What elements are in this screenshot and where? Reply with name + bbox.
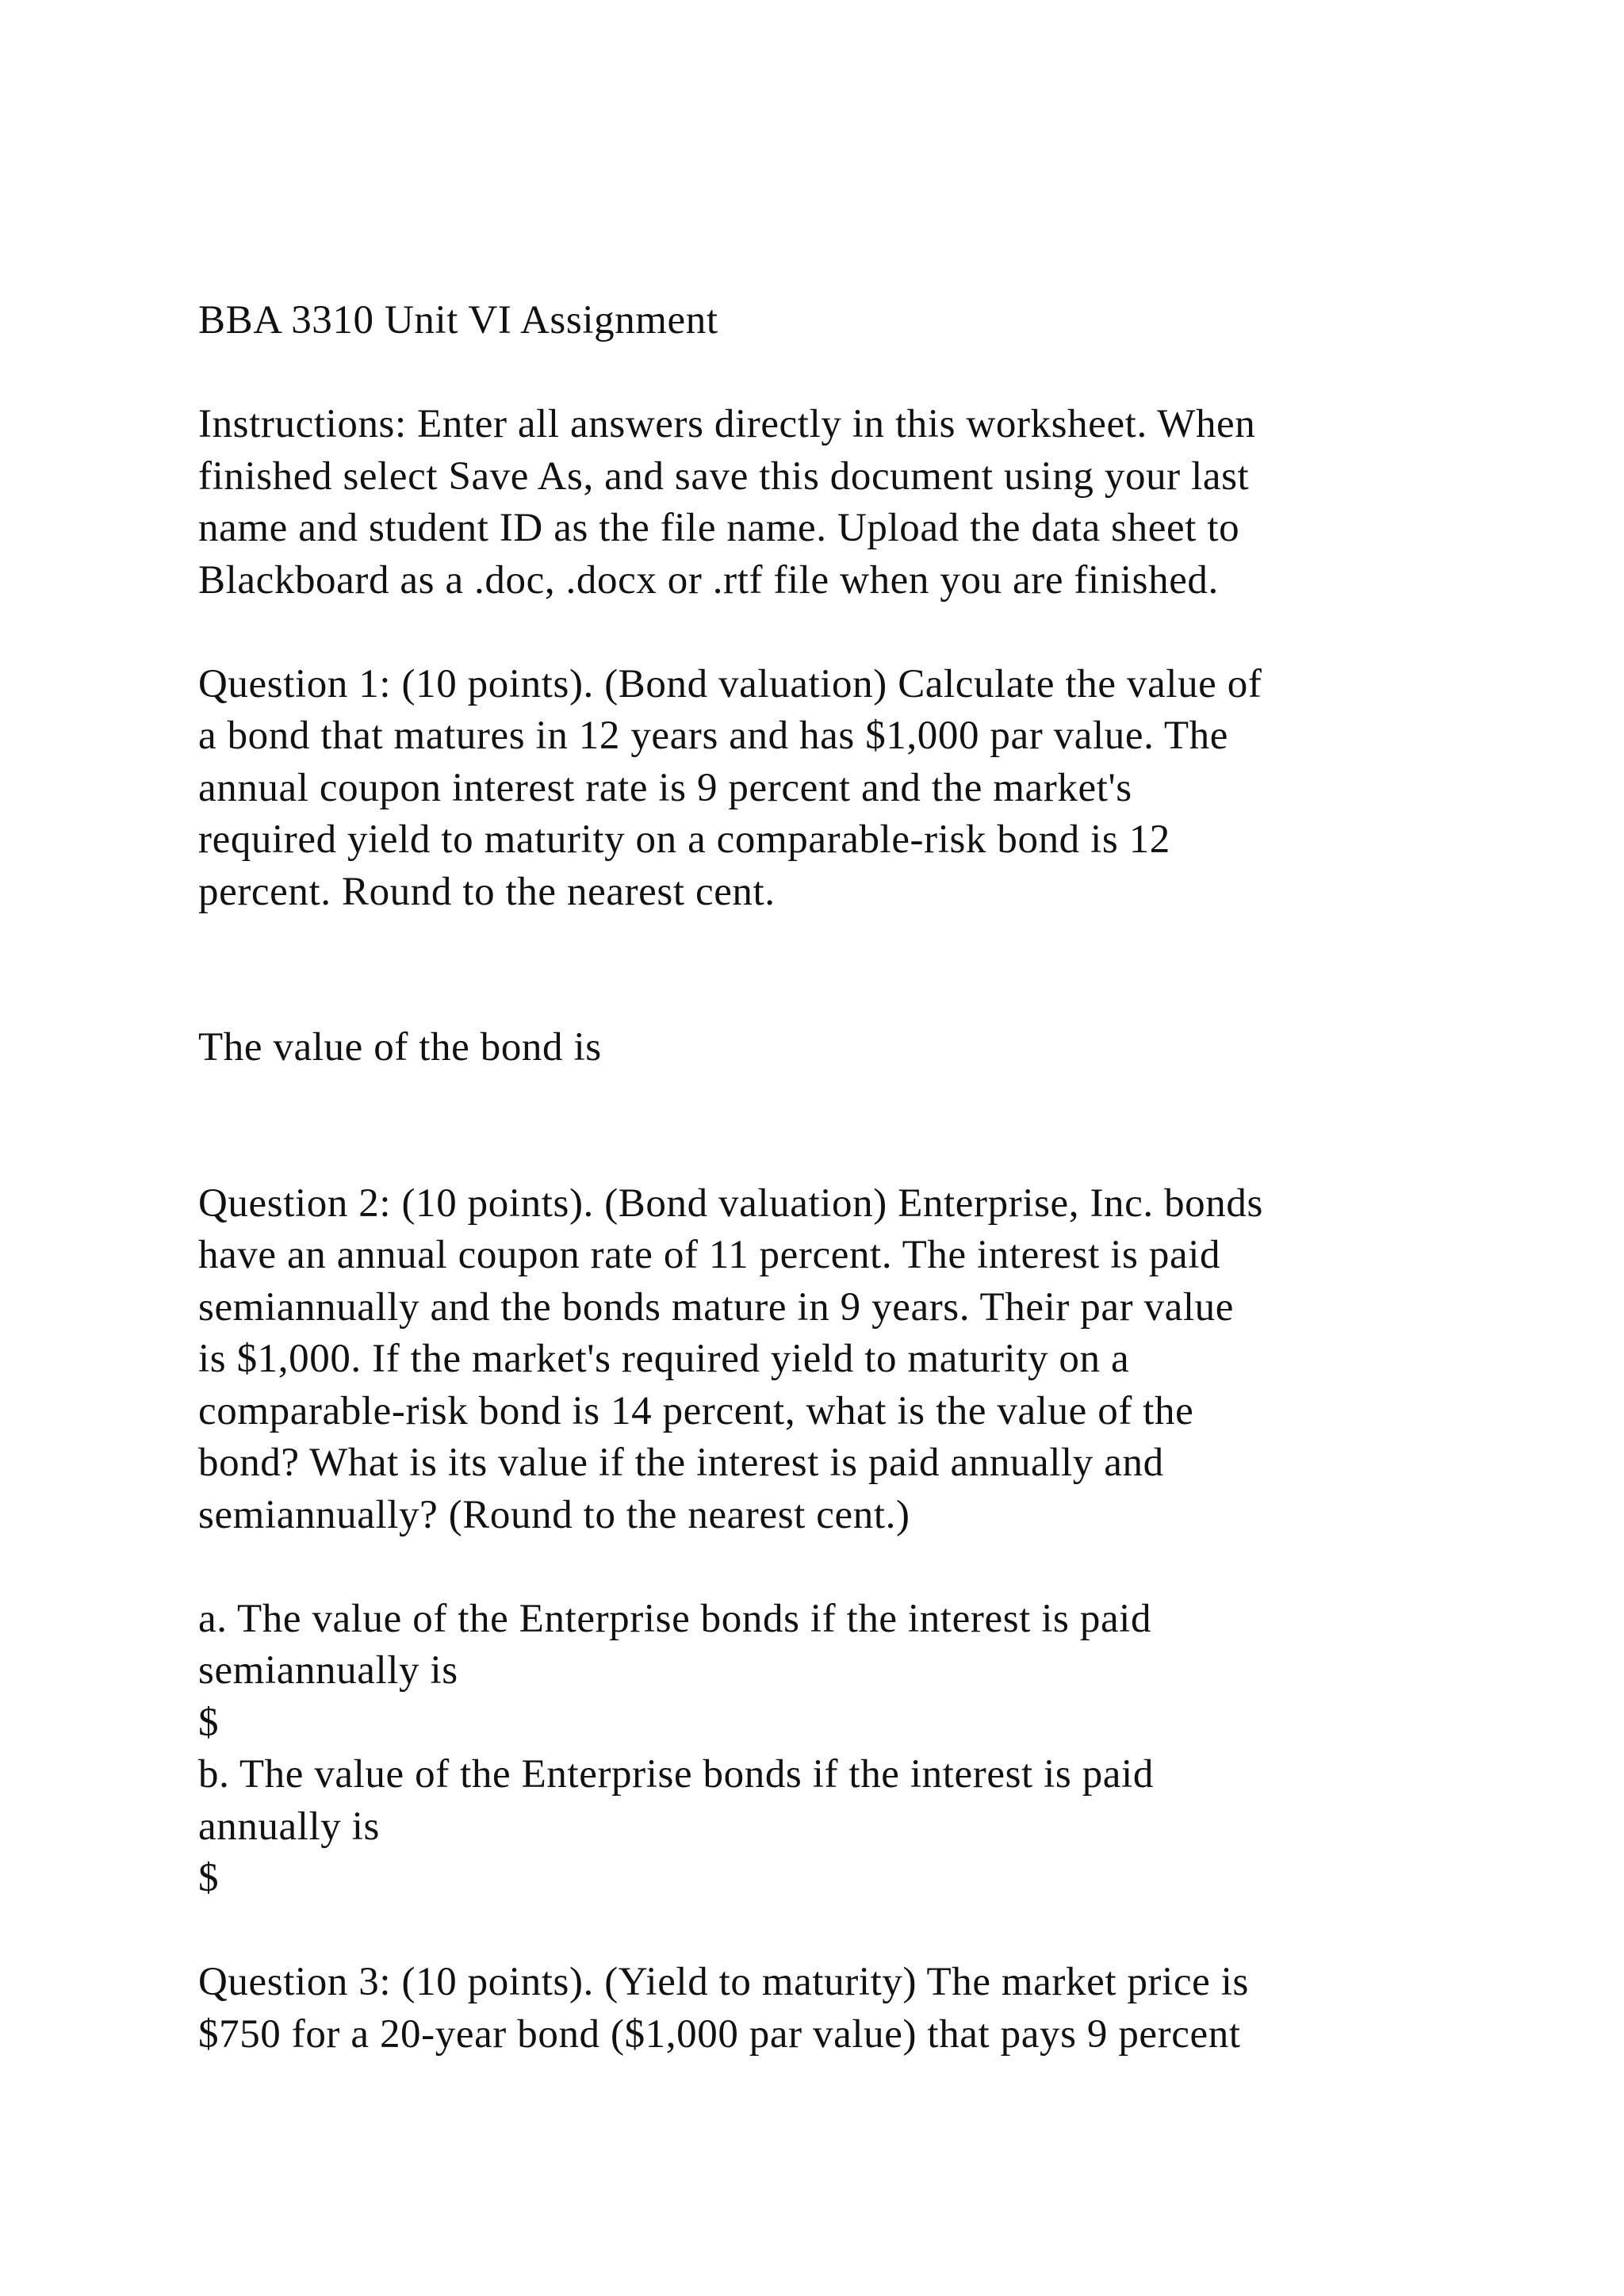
spacer — [198, 1126, 1499, 1178]
question-1-line: a bond that matures in 12 years and has $1,000 par value. The — [198, 714, 1228, 758]
question-2-part-b — [198, 1749, 1499, 1905]
spacer — [198, 970, 1499, 1023]
question-3-line: Question 3: (10 points). (Yield to maturity) The market price is — [198, 1960, 1249, 2004]
spacer — [198, 918, 1499, 970]
spacer — [198, 1541, 1499, 1594]
instructions-line: Blackboard as a .doc, .docx or .rtf file when you are finished. — [198, 557, 1219, 603]
part-a-line: semiannually is — [198, 1648, 458, 1693]
part-b-line: annually is — [198, 1804, 380, 1849]
question-2-line: bond? What is its value if the interest is paid annually and — [198, 1441, 1164, 1485]
part-b-answer-field[interactable]: $ — [198, 1856, 220, 1900]
question-1-line: Question 1: (10 points). (Bond valuation) Calculate the value of — [198, 661, 1262, 706]
question-1-answer-prompt: The value of the bond is — [198, 1025, 602, 1070]
instructions-line: finished select Save As, and save this document using your last — [198, 453, 1250, 499]
question-2-line: semiannually and the bonds mature in 9 years. Their par value — [198, 1284, 1235, 1330]
question-2-line: have an annual coupon rate of 11 percent. The interest is paid — [198, 1233, 1221, 1277]
question-2-line: Question 2: (10 points). (Bond valuation) Enterprise, Inc. bonds — [198, 1181, 1263, 1226]
document-body — [198, 295, 1499, 2061]
question-2-line: comparable-risk bond is 14 percent, what is the value of the — [198, 1388, 1194, 1433]
spacer — [198, 1074, 1499, 1127]
question-1 — [198, 659, 1499, 919]
question-2-line: semiannually? (Round to the nearest cent.) — [198, 1492, 910, 1537]
part-b-line: b. The value of the Enterprise bonds if the interest is paid — [198, 1752, 1154, 1797]
spacer — [198, 347, 1499, 400]
question-2-line: is $1,000. If the market's required yield to maturity on a — [198, 1337, 1130, 1381]
question-1-line: percent. Round to the nearest cent. — [198, 869, 776, 914]
document-title: BBA 3310 Unit VI Assignment — [198, 298, 718, 342]
question-3 — [198, 1957, 1499, 2061]
part-a-answer-field[interactable]: $ — [198, 1700, 220, 1745]
question-2 — [198, 1178, 1499, 1542]
part-a-line: a. The value of the Enterprise bonds if the interest is paid — [198, 1596, 1152, 1641]
spacer — [198, 607, 1499, 659]
instructions-line: name and student ID as the file name. Upload the data sheet to — [198, 506, 1240, 550]
instructions-line: Instructions: Enter all answers directly in this worksheet. When — [198, 402, 1256, 446]
instructions-paragraph — [198, 399, 1499, 607]
question-1-line: required yield to maturity on a comparable-risk bond is 12 — [198, 817, 1170, 862]
question-1-line: annual coupon interest rate is 9 percent and the market's — [198, 765, 1132, 810]
spacer — [198, 1905, 1499, 1957]
question-3-line: $750 for a 20-year bond ($1,000 par value) that pays 9 percent — [198, 2011, 1241, 2057]
question-2-part-a — [198, 1594, 1499, 1750]
